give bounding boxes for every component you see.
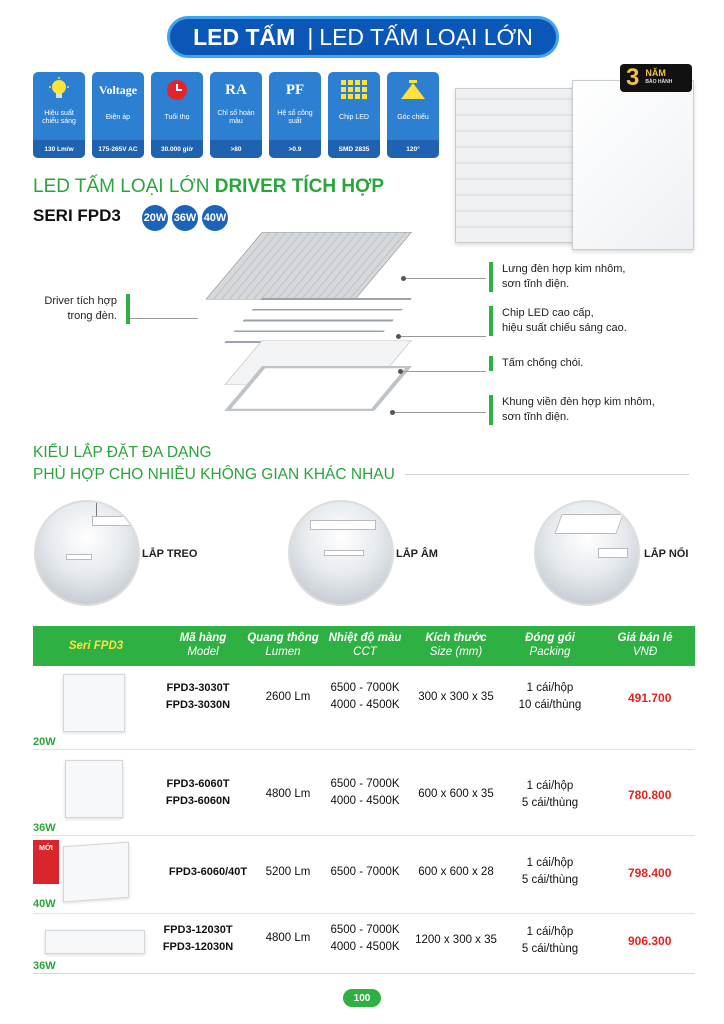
callout-diffuser: Tấm chống chói.	[489, 356, 583, 371]
spec-tile-efficiency	[33, 72, 85, 158]
leader-line	[403, 371, 486, 372]
lumen-cell: 4800 Lm	[265, 932, 311, 944]
size-cell: 600 x 600 x 28	[418, 866, 494, 878]
model-cell	[143, 776, 253, 810]
header-sub: Lumen	[265, 646, 301, 658]
packing-value: 5 cái/thùng	[521, 943, 579, 955]
spec-label: Hiệu suất chiếu sáng	[42, 110, 76, 125]
row-watt: 36W	[33, 822, 56, 834]
cct-value: 6500 - 7000K	[330, 924, 400, 936]
spec-value: >80	[210, 140, 262, 158]
cct-cell	[320, 776, 410, 810]
spec-tile-pf	[269, 72, 321, 158]
table-row	[33, 836, 695, 914]
spec-tile-beam	[387, 72, 439, 158]
leader-line	[406, 278, 486, 279]
warranty-badge	[620, 64, 692, 92]
packing-cell	[505, 680, 595, 714]
spec-value: 120°	[387, 140, 439, 158]
callout-chip: Chip LED cao cấp, hiệu suất chiếu sáng cao.	[489, 306, 627, 336]
row-watt: 36W	[33, 960, 56, 972]
packing-cell	[505, 778, 595, 812]
header-sub: Packing	[529, 646, 571, 658]
column-header	[51, 639, 141, 653]
install-method-label: LẮP TREO	[142, 548, 198, 560]
cct-cell	[320, 922, 410, 956]
spec-value: 130 Lm/w	[33, 140, 85, 158]
install-suspended-image	[34, 500, 140, 606]
installation-heading-2: PHÙ HỢP CHO NHIỀU KHÔNG GIAN KHÁC NHAU	[33, 466, 395, 483]
packing-value: 1 cái/hộp	[526, 682, 574, 694]
header-label: Nhiệt độ màu	[328, 632, 402, 644]
price-cell: 491.700	[628, 691, 672, 705]
spec-label: Điện áp	[105, 114, 131, 121]
install-surface-image	[534, 500, 640, 606]
size-cell: 1200 x 300 x 35	[415, 934, 497, 946]
leader-line	[130, 318, 198, 319]
table-header	[33, 626, 695, 666]
size-cell: 600 x 600 x 35	[418, 788, 494, 800]
model-code: FPD3-6060T	[166, 778, 230, 790]
header-label: Quang thông	[247, 632, 319, 644]
column-header	[595, 631, 695, 659]
price-cell: 906.300	[628, 934, 672, 948]
spec-tile-voltage	[92, 72, 144, 158]
spec-label: Chip LED	[339, 114, 369, 121]
model-code: FPD3-12030T	[163, 924, 233, 936]
leader-line	[395, 412, 486, 413]
model-code: FPD3-3030T	[166, 682, 230, 694]
header-subtitle: LED TẤM LOẠI LỚN	[319, 23, 533, 50]
divider	[405, 474, 689, 475]
packing-value: 5 cái/thùng	[521, 797, 579, 809]
packing-value: 1 cái/hộp	[526, 926, 574, 938]
spec-label: Hệ số công suất	[277, 110, 313, 125]
ra-icon: RA	[225, 81, 247, 98]
callout-frame: Khung viền đèn hợp kim nhôm, sơn tĩnh điện.	[489, 395, 655, 425]
model-cell	[143, 680, 253, 714]
pf-icon: PF	[285, 81, 305, 98]
clock-icon	[151, 72, 203, 108]
callout-back: Lưng đèn hợp kim nhôm, sơn tĩnh điện.	[489, 262, 625, 292]
installation-heading-1: KIỂU LẮP ĐẶT ĐA DẠNG	[33, 444, 212, 461]
back-cover-layer	[205, 232, 412, 300]
beam-angle-icon	[387, 72, 439, 108]
chip-led-icon	[328, 72, 380, 108]
spec-value: SMD 2835	[328, 140, 380, 158]
voltage-icon: Voltage	[98, 82, 138, 97]
spec-label: Chỉ số hoàn màu	[217, 110, 255, 125]
model-code: FPD3-12030N	[162, 941, 234, 953]
page-header	[167, 16, 559, 58]
packing-value: 1 cái/hộp	[526, 857, 574, 869]
warranty-sub: BẢO HÀNH	[645, 79, 673, 85]
spec-tile-lifetime	[151, 72, 203, 158]
cct-value: 4000 - 4500K	[330, 795, 400, 807]
title-bold: DRIVER TÍCH HỢP	[214, 176, 384, 197]
cct-value: 4000 - 4500K	[330, 941, 400, 953]
watt-badge: 36W	[172, 205, 198, 231]
column-header	[320, 631, 410, 659]
divider	[33, 973, 695, 974]
header-label: Giá bán lẻ	[617, 632, 673, 644]
cct-cell: 6500 - 7000K	[330, 866, 400, 878]
column-header	[411, 631, 501, 659]
packing-value: 10 cái/thùng	[518, 699, 582, 711]
row-watt: 20W	[33, 736, 56, 748]
lumen-cell: 5200 Lm	[265, 866, 311, 878]
spec-label: Tuổi thọ	[164, 114, 190, 121]
spec-value: 175-265V AC	[92, 140, 144, 158]
callout-driver: Driver tích hợp trong đèn.	[30, 294, 130, 324]
watt-badge: 40W	[202, 205, 228, 231]
panel-front-image	[572, 80, 694, 250]
product-title	[33, 176, 384, 198]
model-code: FPD3-3030N	[165, 699, 231, 711]
spec-tile-chip	[328, 72, 380, 158]
row-watt: 40W	[33, 898, 56, 910]
table-row	[33, 750, 695, 836]
product-image	[45, 930, 145, 954]
table-row	[33, 666, 695, 750]
column-header	[505, 631, 595, 659]
packing-cell	[505, 924, 595, 958]
warranty-text: NĂM	[645, 68, 666, 78]
model-cell	[143, 922, 253, 956]
install-recessed-image	[288, 500, 394, 606]
header-sub: CCT	[353, 646, 377, 658]
title-plain: LED TẤM LOẠI LỚN	[33, 176, 215, 197]
header-sub: Size (mm)	[429, 646, 483, 658]
bulb-icon	[33, 72, 85, 108]
product-image	[63, 674, 125, 732]
header-sub: VNĐ	[632, 646, 658, 658]
packing-value: 1 cái/hộp	[526, 780, 574, 792]
header-bold: LED TẤM	[193, 23, 296, 50]
model-code: FPD3-6060N	[165, 795, 231, 807]
leader-line	[401, 336, 486, 337]
header-label: Seri FPD3	[68, 640, 124, 652]
cct-cell	[320, 680, 410, 714]
model-cell: FPD3-6060/40T	[168, 866, 248, 878]
header-label: Đóng gói	[525, 632, 575, 644]
product-image	[65, 760, 123, 818]
cct-value: 4000 - 4500K	[330, 699, 400, 711]
size-cell: 300 x 300 x 35	[418, 691, 494, 703]
series-name: SERI FPD3	[33, 206, 121, 225]
cct-value: 6500 - 7000K	[330, 778, 400, 790]
cct-value: 6500 - 7000K	[330, 682, 400, 694]
install-method-label: LẮP NỔI	[644, 548, 689, 560]
product-image	[63, 842, 129, 903]
header-separator: |	[307, 23, 314, 50]
spec-value: >0.9	[269, 140, 321, 158]
lumen-cell: 2600 Lm	[265, 691, 311, 703]
header-sub: Model	[187, 646, 219, 658]
page-number: 100	[343, 989, 381, 1007]
spec-tile-cri	[210, 72, 262, 158]
header-label: Mã hàng	[179, 632, 227, 644]
warranty-years: 3	[626, 64, 640, 91]
column-header	[238, 631, 328, 659]
watt-badge: 20W	[142, 205, 168, 231]
header-label: Kích thước	[425, 632, 487, 644]
spec-label: Góc chiếu	[397, 114, 429, 121]
price-cell: 798.400	[628, 866, 672, 880]
packing-cell	[505, 855, 595, 889]
table-row	[33, 914, 695, 972]
spec-value: 30.000 giờ	[151, 140, 203, 158]
price-cell: 780.800	[628, 788, 672, 802]
new-badge: MỚI	[33, 840, 59, 884]
packing-value: 5 cái/thùng	[521, 874, 579, 886]
install-method-label: LẮP ÂM	[396, 548, 438, 560]
lumen-cell: 4800 Lm	[265, 788, 311, 800]
